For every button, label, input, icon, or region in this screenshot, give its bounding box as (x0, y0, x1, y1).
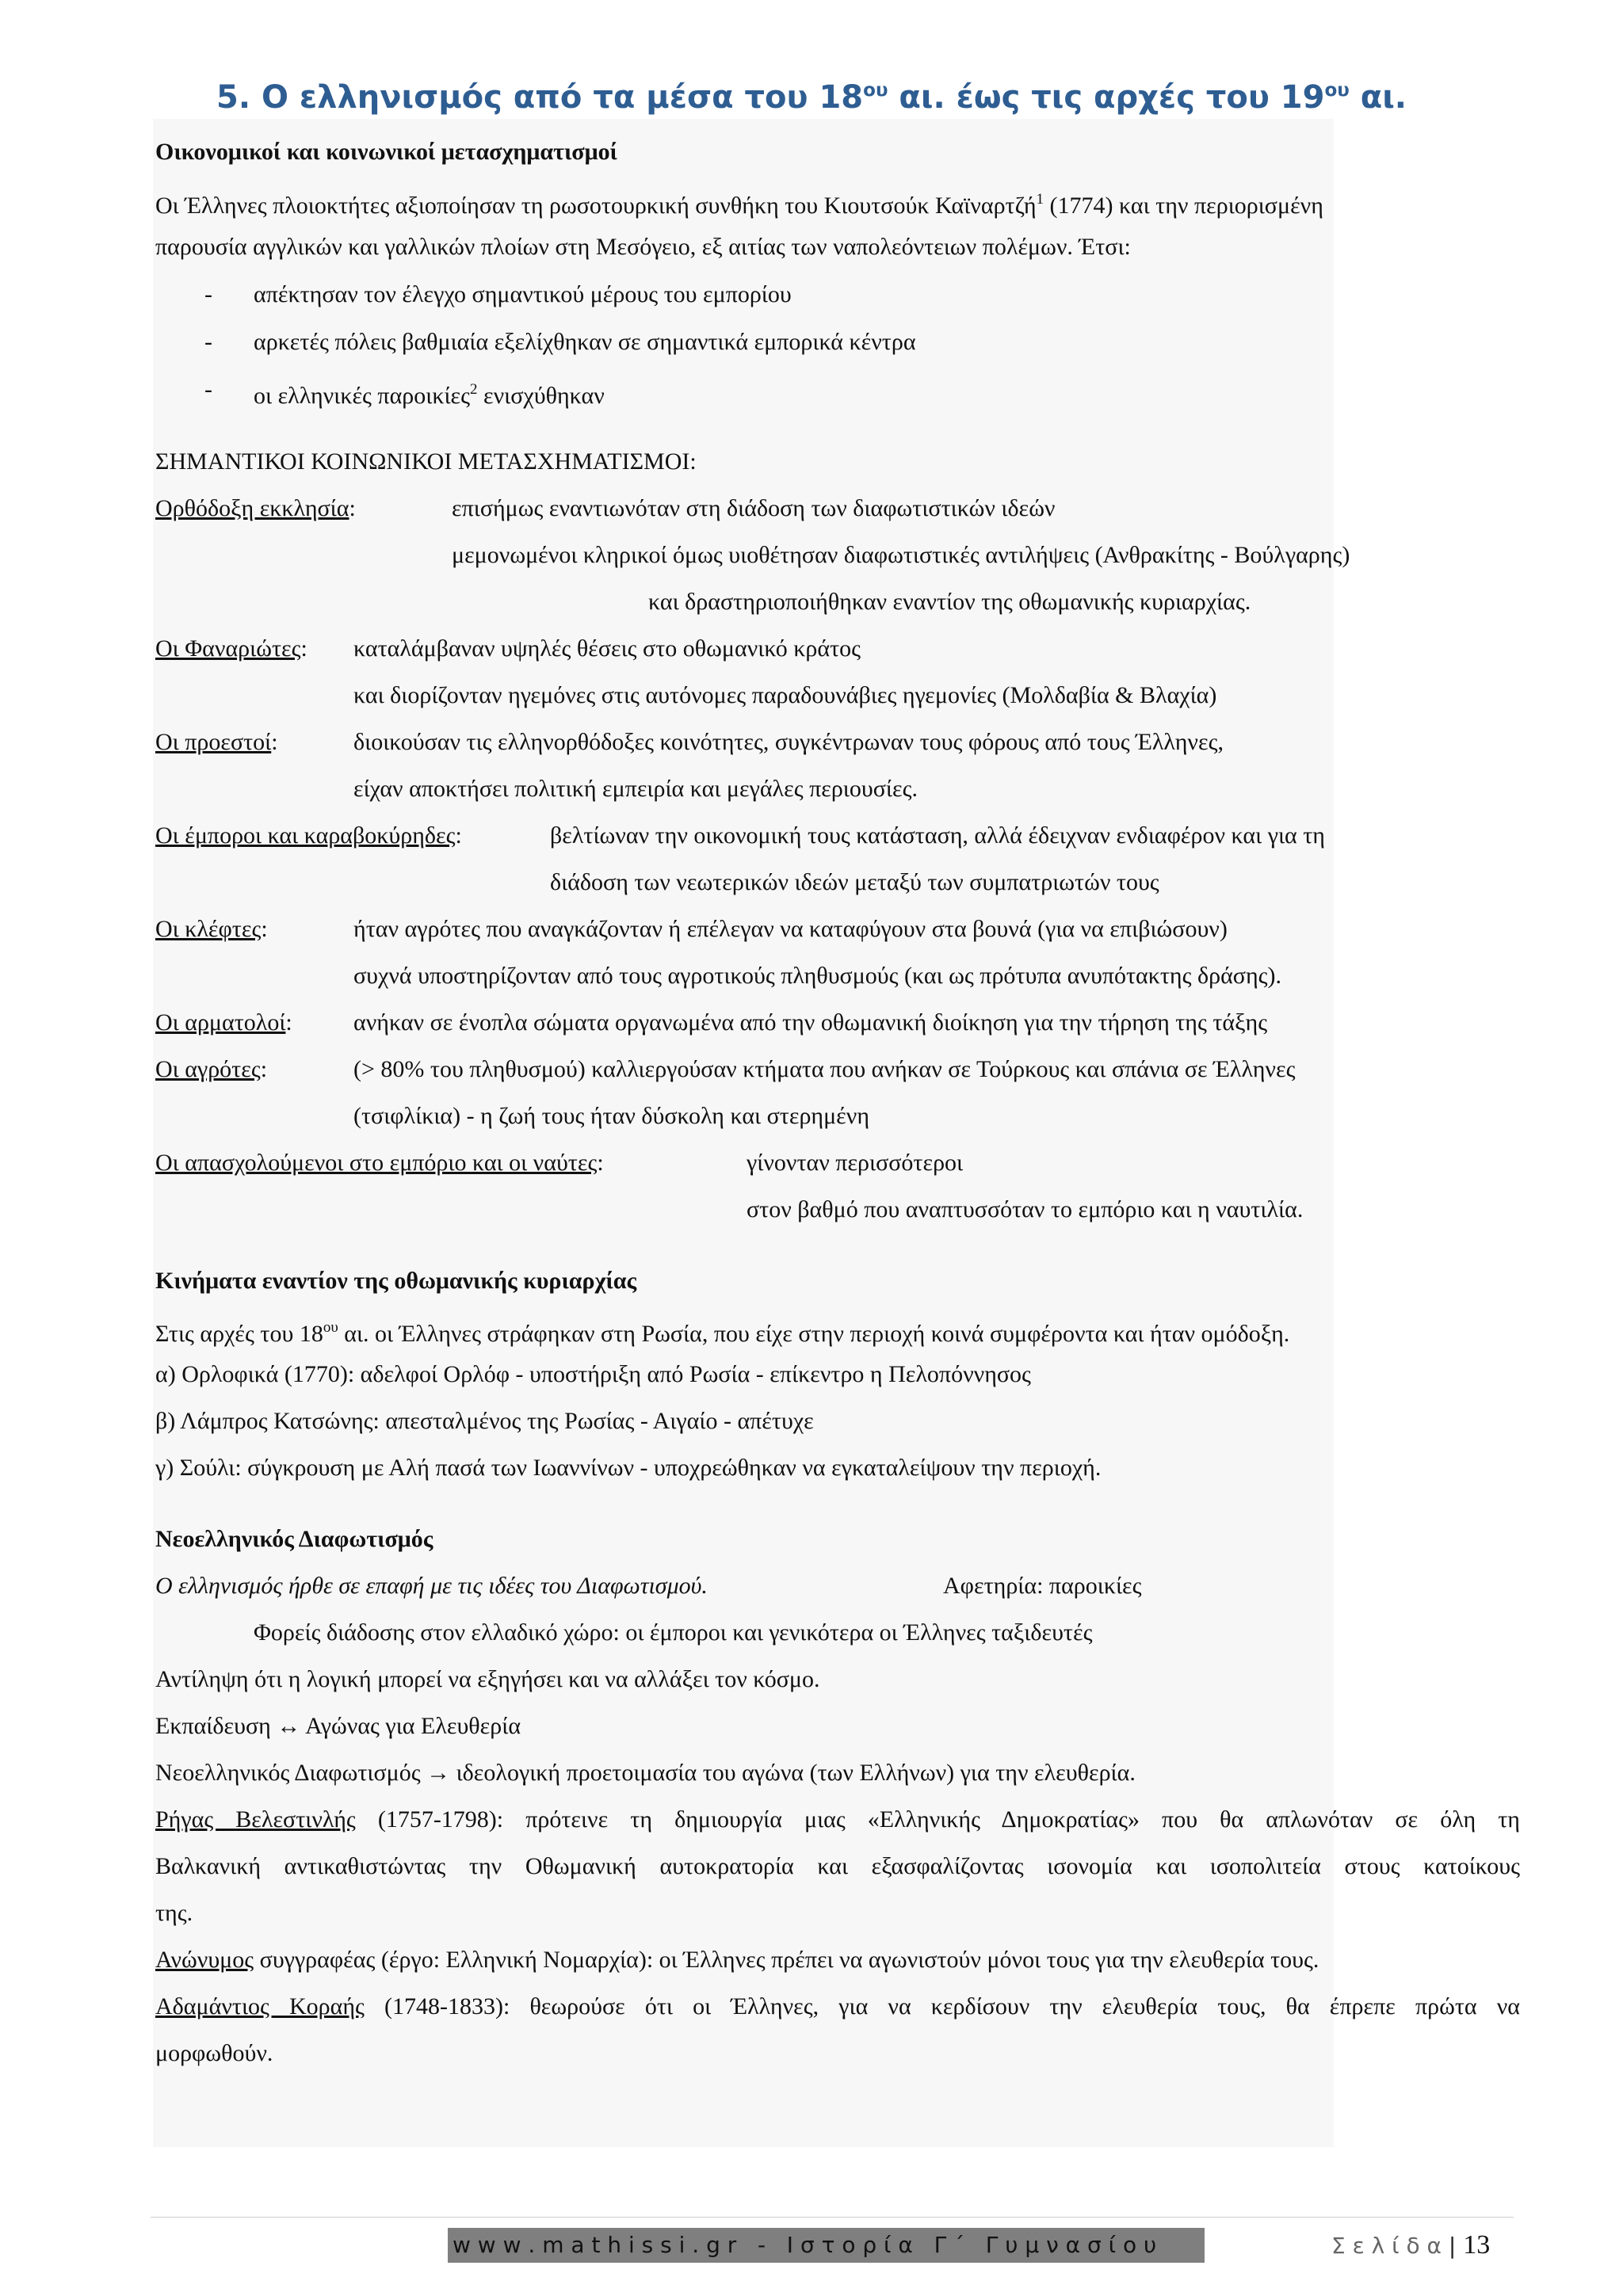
group-label: Οι αγρότες (155, 1056, 261, 1082)
bullet-mark: - (204, 329, 212, 355)
group-label: Οι Φαναριώτες (155, 635, 301, 662)
footer-divider (151, 2217, 1514, 2218)
bullet-mark: - (204, 376, 212, 402)
movement-item: α) Ορλοφικά (1770): αδελφοί Ορλόφ - υποστήριξη από Ρωσία - επίκεντρο η Πελοπόννησος (155, 1361, 1031, 1387)
group-label: Οι απασχολούμενοι στο εμπόριο και οι ναύτες (155, 1150, 598, 1176)
movement-item: γ) Σούλι: σύγκρουση με Αλή πασά των Ιωαννίνων - υποχρεώθηκαν να εγκαταλείψουν την περιοχή. (155, 1455, 1102, 1481)
enlightenment-heading: Νεοελληνικός Διαφωτισμός (155, 1526, 433, 1552)
movement-item: β) Λάμπρος Κατσώνης: απεσταλμένος της Ρωσίας - Αιγαίο - απέτυχε (155, 1408, 814, 1434)
group-label: Οι αρματολοί (155, 1009, 286, 1035)
group-label: Οι κλέφτες (155, 916, 262, 942)
social-heading: ΣΗΜΑΝΤΙΚΟΙ ΚΟΙΝΩΝΙΚΟΙ ΜΕΤΑΣΧΗΜΑΤΙΣΜΟΙ: (155, 448, 697, 475)
enlightenment-ideology: Νεοελληνικός Διαφωτισμός → ιδεολογική προετοιμασία του αγώνα (των Ελλήνων) για την ελευθερία. (155, 1760, 1136, 1786)
footnote-ref-2: 2 (470, 381, 478, 398)
person-name: Ανώνυμος (155, 1947, 254, 1973)
korais-line-1: Αδαμάντιος Κοραής (1748-1833): θεωρούσε ότι οι Έλληνες, για να κερδίσουν την ελευθερία τους, θα έπρεπε πρώτα να (155, 1993, 1520, 2019)
rigas-line-2: Βαλκανική αντικαθιστώντας την Οθωμανική αυτοκρατορία και εξασφαλίζοντας ισονομία και ισοπολιτεία στους κατοίκους (155, 1853, 1520, 1879)
econ-heading: Οικονομικοί και κοινωνικοί μετασχηματισμοί (155, 139, 617, 165)
footer-page-number: Σ ε λ ί δ α | 13 (1331, 2230, 1491, 2260)
person-name: Αδαμάντιος Κοραής (155, 1993, 365, 2019)
person-name: Ρήγας Βελεστινλής (155, 1806, 356, 1833)
rigas-line-3: της. (155, 1900, 193, 1926)
econ-intro-line-1: Οι Έλληνες πλοιοκτήτες αξιοποίησαν τη ρωσοτουρκική συνθήκη του Κιουτσούκ Καϊναρτζή$^1$ (1774) και την περιορισμένη (155, 191, 1323, 219)
econ-intro-line-2: παρουσία αγγλικών και γαλλικών πλοίων στη Μεσόγειο, εξ αιτίας των ναπολεόντειων πολέμων. Έτσι: (155, 234, 1131, 260)
footer-website: w w w . m a t h i s s i . g r - Ι σ τ ο ρ ί α Γ ΄ Γ υ μ ν α σ ί ο υ (448, 2228, 1205, 2263)
group-label: Οι προεστοί (155, 729, 272, 755)
document-page: 5. Ο ελληνισμός από τα μέσα του $18^{o\upsilon}$ αι. έως τις αρχές του $19^{o\upsilon}$ αι. Οικονομικοί και κοινωνικοί μετασχηματισμοί Οι Έλληνες πλοιοκτήτες αξιοποίησαν τη ρωσοτουρκική συνθήκη του Κιουτσούκ Καϊναρτζή$^1$ (1774) και την περιορισμένη παρουσία αγγλικών και γαλλικών πλοίων στη Μεσόγειο, εξ αιτίας των ναπολεόντειων πολέμων. Έτσι: - απέκτησαν τον έλεγχο σημαντικού μέρους του εμπορίου - αρκετές πόλεις βαθμιαία εξελίχθηκαν σε σημαντικά εμπορικά κέντρα - οι ελληνικές παροικίες$^2$ ενισχύθηκαν ΣΗΜΑΝΤΙΚΟΙ ΚΟΙΝΩΝΙΚΟΙ ΜΕΤΑΣΧΗΜΑΤΙΣΜΟΙ: Ορθόδοξη εκκλησία: επισήμως εναντιωνόταν στη διάδοση των διαφωτιστικών ιδεών μεμονωμένοι κληρικοί όμως υιοθέτησαν διαφωτιστικές αντιλήψεις (Ανθρακίτης - Βούλγαρης) και δραστηριοποιήθηκαν εναντίον της οθωμανικής κυριαρχίας. Οι Φαναριώτες: καταλάμβαναν υψηλές θέσεις στο οθωμανικό κράτος και διορίζονταν ηγεμόνες στις αυτόνομες παραδουνάβιες ηγεμονίες (Μολδαβία & Βλαχία) Οι προεστοί: διοικούσαν τις ελληνορθόδοξες κοινότητες, συγκέντρωναν τους φόρους από τους Έλληνες, είχαν αποκτήσει πολιτική εμπειρία και μεγάλες περιουσίες. Οι έμποροι και καραβοκύρηδες: βελτίωναν την οικονομική τους κατάσταση, αλλά έδειχναν ενδιαφέρον και για τη διάδοση των νεωτερικών ιδεών μεταξύ των συμπατριωτών τους Οι κλέφτες: ήταν αγρότες που αναγκάζονταν ή επέλεγαν να καταφύγουν στα βουνά (για να επιβιώσουν) συχνά υποστηρίζονταν από τους αγροτικούς πληθυσμούς (και ως πρότυπα ανυπότακτης δράσης). Οι αρματολοί: ανήκαν σε ένοπλα σώματα οργανωμένα από την οθωμανική διοίκηση για την τήρηση της τάξης Οι αγρότες: (> 80% του πληθυσμού) καλλιεργούσαν κτήματα που ανήκαν σε Τούρκους και σπάνια σε Έλληνες (τσιφλίκια) - η ζωή τους ήταν δύσκολη και στερημένη Οι απασχολούμενοι στο εμπόριο και οι ναύτες: γίνονταν περισσότεροι στον βαθμό που αναπτυσσόταν το εμπόριο και η ναυτιλία. Κινήματα εναντίον της οθωμανικής κυριαρχίας Στις αρχές του $18^{o\upsilon}$ αι. οι Έλληνες στράφηκαν στη Ρωσία, που είχε στην περιοχή κοινά συμφέροντα και ήταν ομόδοξη. α) Ορλοφικά (1770): αδελφοί Ορλόφ - υποστήριξη από Ρωσία - επίκεντρο η Πελοπόννησος β) Λάμπρος Κατσώνης: απεσταλμένος της Ρωσίας - Αιγαίο - απέτυχε γ) Σούλι: σύγκρουση με Αλή πασά των Ιωαννίνων - υποχρεώθηκαν να εγκαταλείψουν την περιοχή. Νεοελληνικός Διαφωτισμός Ο ελληνισμός ήρθε σε επαφή με τις ιδέες του Διαφωτισμού. Αφετηρία: παροικίες Φορείς διάδοσης στον ελλαδικό χώρο: οι έμποροι και γενικότερα οι Έλληνες ταξιδευτές Αντίληψη ότι η λογική μπορεί να εξηγήσει και να αλλάξει τον κόσμο. Εκπαίδευση ↔ Αγώνας για Ελευθερία Νεοελληνικός Διαφωτισμός → ιδεολογική προετοιμασία του αγώνα (των Ελλήνων) για την ελευθερία. Ρήγας Βελεστινλής (1757-1798): πρότεινε τη δημιουργία μιας «Ελληνικής Δημοκρατίας» που θα απλωνόταν σε όλη τη Βαλκανική αντικαθιστώντας την Οθωμανική αυτοκρατορία και εξασφαλίζοντας ισονομία και ισοπολιτεία στους κατοίκους της. Ανώνυμος συγγραφέας (έργο: Ελληνική Νομαρχία): οι Έλληνες πρέπει να αγωνιστούν μόνοι τους για την ελευθερία τους. Αδαμάντιος Κοραής (1748-1833): θεωρούσε ότι οι Έλληνες, για να κερδίσουν την ελευθερία τους, θα έπρεπε πρώτα να μορφωθούν. w w w . m a t h i s s i . g r - Ι σ τ ο ρ ί α Γ ΄ Γ υ μ ν α σ ί ο υ Σ ε λ ί δ α | 13 (0, 0, 1623, 2296)
group-label: Ορθόδοξη εκκλησία (155, 495, 349, 521)
section-title: 5. Ο ελληνισμός από τα μέσα του $18^{o\upsilon}$ αι. έως τις αρχές του $19^{o\upsilon}$ αι. (216, 79, 1407, 116)
enlightenment-logic: Αντίληψη ότι η λογική μπορεί να εξηγήσει και να αλλάξει τον κόσμο. (155, 1666, 820, 1692)
korais-line-2: μορφωθούν. (155, 2040, 273, 2066)
bullet-mark: - (204, 281, 212, 307)
movements-intro: Στις αρχές του $18^{o\upsilon}$ αι. οι Έλληνες στράφηκαν στη Ρωσία, που είχε στην περιοχή κοινά συμφέροντα και ήταν ομόδοξη. (155, 1319, 1290, 1347)
anonymous-line: Ανώνυμος συγγραφέας (έργο: Ελληνική Νομαρχία): οι Έλληνες πρέπει να αγωνιστούν μόνοι τους για την ελευθερία τους. (155, 1947, 1319, 1973)
rigas-line-1: Ρήγας Βελεστινλής (1757-1798): πρότεινε τη δημιουργία μιας «Ελληνικής Δημοκρατίας» που θα απλωνόταν σε όλη τη (155, 1806, 1520, 1833)
footnote-ref-1: 1 (1036, 191, 1044, 208)
movements-heading: Κινήματα εναντίον της οθωμανικής κυριαρχίας (155, 1268, 637, 1294)
enlightenment-education: Εκπαίδευση ↔ Αγώνας για Ελευθερία (155, 1713, 521, 1739)
group-label: Οι έμποροι και καραβοκύρηδες (155, 822, 456, 849)
